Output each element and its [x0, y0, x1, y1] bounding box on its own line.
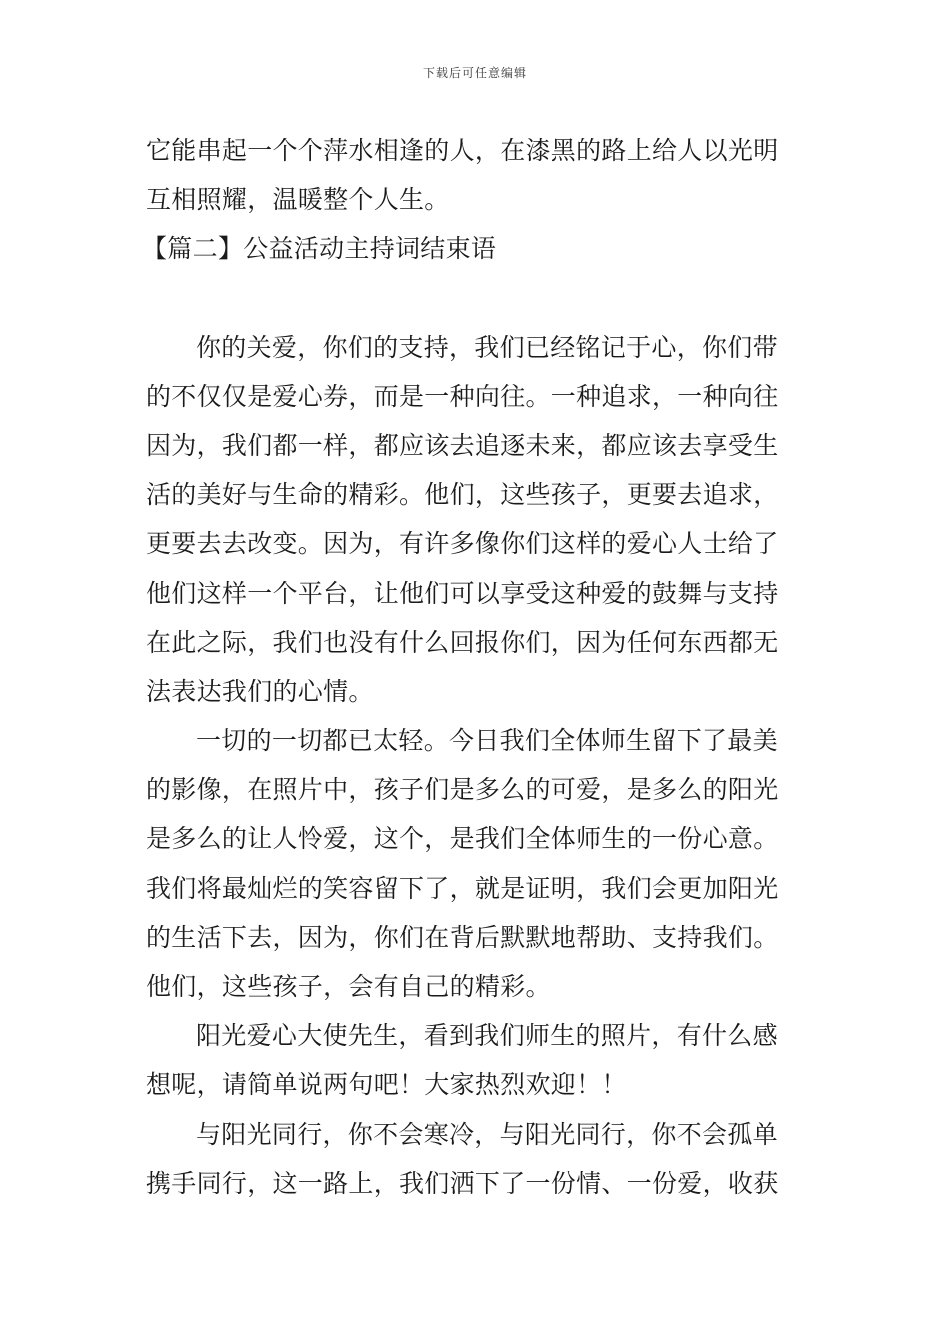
paragraph-line: 的影像，在照片中，孩子们是多么的可爱，是多么的阳光: [146, 775, 779, 805]
paragraph-line: 他们这样一个平台，让他们可以享受这种爱的鼓舞与支持: [146, 578, 779, 608]
paragraph-3: [146, 1011, 816, 1109]
section-heading: 【篇二】公益活动主持词结束语: [142, 234, 497, 264]
paragraph-line: 一切的一切都已太轻。今日我们全体师生留下了最美: [196, 726, 778, 756]
section-spacer: [146, 274, 816, 323]
paragraph-line: 在此之际，我们也没有什么回报你们，因为任何东西都无: [146, 627, 779, 657]
page-header: 下载后可任意编辑: [422, 66, 527, 80]
paragraph-line: 你的关爱，你们的支持，我们已经铭记于心，你们带: [196, 332, 778, 362]
paragraph-line: 法表达我们的心情。: [146, 676, 374, 706]
paragraph-line: 的生活下去，因为，你们在背后默默地帮助、支持我们。: [146, 922, 779, 952]
paragraph-2: [146, 716, 816, 1011]
paragraph-line: 更要去去改变。因为，有许多像你们这样的爱心人士给了: [146, 529, 779, 559]
paragraph-line: 想呢，请简单说两句吧！大家热烈欢迎！！: [146, 1070, 627, 1100]
paragraph-line: 我们将最灿烂的笑容留下了，就是证明，我们会更加阳光: [146, 873, 779, 903]
intro-line-2: 互相照耀，温暖整个人生。: [146, 185, 450, 215]
paragraph-line: 是多么的让人怜爱，这个，是我们全体师生的一份心意。: [146, 824, 779, 854]
paragraph-line: 的不仅仅是爱心券，而是一种向往。一种追求，一种向往: [146, 381, 779, 411]
paragraph-line: 与阳光同行，你不会寒冷，与阳光同行，你不会孤单: [196, 1119, 778, 1149]
paragraph-line: 因为，我们都一样，都应该去追逐未来，都应该去享受生: [146, 430, 779, 460]
paragraph-line: 他们，这些孩子，会有自己的精彩。: [146, 972, 551, 1001]
paragraph-line: 活的美好与生命的精彩。他们，这些孩子，更要去追求，: [146, 480, 779, 510]
paragraph-4: [146, 1110, 816, 1208]
document-body: [142, 126, 816, 1208]
paragraph-line: 阳光爱心大使先生，看到我们师生的照片，有什么感: [196, 1021, 778, 1051]
paragraph-1: [146, 323, 816, 717]
paragraph-line: 携手同行，这一路上，我们洒下了一份情、一份爱，收获: [146, 1168, 779, 1198]
intro-line-1: 它能串起一个个萍水相逢的人，在漆黑的路上给人以光明: [146, 136, 779, 165]
